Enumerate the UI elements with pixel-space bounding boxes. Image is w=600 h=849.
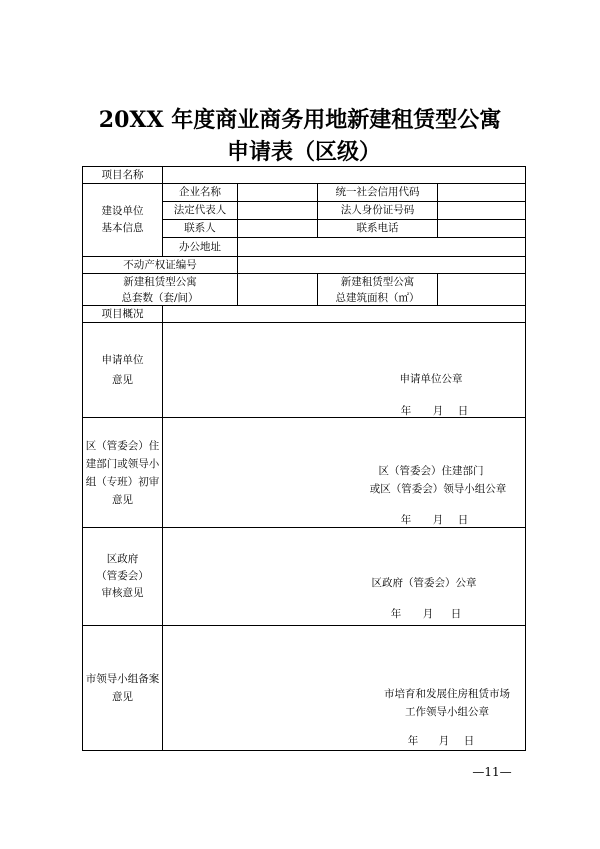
office-address-label-text: 办公地址 [179,240,221,253]
applicant-opinion-label [82,322,163,418]
total-units-label-line: 新建租赁型公寓 [123,275,197,288]
district-government-opinion-area [162,527,526,626]
property-cert-value [237,256,526,274]
date-month-label: 月 [432,514,444,526]
project-overview-value [162,305,526,323]
legal-rep-id-value [437,201,526,220]
opinion-label-line: 区政府 [106,553,139,565]
opinion-label-line: 意见 [112,493,133,506]
legal-rep-id-label-text: 法人身份证号码 [340,204,415,216]
date-year-label: 年 [400,405,412,417]
city-leading-group-stamp-text: 市培育和发展住房租赁市场 [384,688,510,700]
city-leading-group-stamp-text: 工作领导小组公章 [405,706,489,718]
date-month-label: 月 [432,405,444,417]
opinion-label-line: 建部门或领导小 [85,457,160,470]
date-month-label: 月 [438,735,450,747]
credit-code-label-text: 统一社会信用代码 [335,186,420,198]
opinion-label-line: 区（管委会）住 [85,439,160,452]
date-year-label: 年 [400,514,412,526]
district-housing-stamp-text: 区（管委会）住建部门 [378,465,484,477]
contact-label-text: 联系人 [184,222,216,234]
property-cert-label [82,256,238,274]
total-area-value [437,273,526,306]
district-housing-opinion-area [162,417,526,528]
phone-value [437,219,526,238]
phone-label [317,219,438,238]
date-year-label: 年 [407,735,419,747]
project-name-value [162,166,526,184]
date-day-label: 日 [463,735,475,747]
contact-value [237,219,318,238]
company-name-label [162,183,238,202]
property-cert-label-text: 不动产权证编号 [123,258,197,271]
legal-rep-label-text: 法定代表人 [173,204,227,216]
legal-rep-value [237,201,318,220]
project-name-label [82,166,163,184]
district-government-opinion-label [82,527,163,626]
district-housing-stamp-text: 或区（管委会）领导小组公章 [369,483,507,495]
date-day-label: 日 [450,608,462,620]
total-area-label-line: 总建筑面积（㎡） [335,291,420,304]
city-leading-group-opinion-label [82,625,163,751]
total-area-label-line: 新建租赁型公寓 [340,275,415,288]
opinion-label-line: 申请单位 [101,354,144,366]
legal-rep-id-label [317,201,438,220]
office-address-value [237,237,526,257]
company-name-value [237,183,318,202]
form-title-line-1: 20XX 年度商业商务用地新建租赁型公寓 [98,107,502,133]
opinion-label-line: 意见 [112,691,133,703]
district-housing-opinion-label [82,417,163,528]
opinion-label-line: 意见 [112,374,133,386]
opinion-label-line: 市领导小组备案 [85,673,160,685]
opinion-label-line: 审核意见 [101,587,144,599]
project-name-label-text: 项目名称 [101,168,144,181]
credit-code-label [317,183,438,202]
phone-label-text: 联系电话 [356,222,399,234]
applicant-opinion-area [162,322,526,418]
form-title-line-2: 申请表（区级） [226,139,381,165]
contact-label [162,219,238,238]
total-units-label-line: 总套数（套/间） [121,291,199,304]
date-day-label: 日 [457,514,469,526]
project-overview-label-text: 项目概况 [101,307,144,320]
builder-info-label-line: 建设单位 [101,205,144,217]
project-overview-label [82,305,163,323]
page-number: —11— [472,765,512,779]
applicant-stamp-text: 申请单位公章 [399,373,463,385]
date-year-label: 年 [390,608,402,620]
city-leading-group-opinion-area [162,625,526,751]
total-area-label [317,273,438,306]
district-government-stamp-text: 区政府（管委会）公章 [371,577,477,589]
opinion-label-line: （管委会） [96,570,149,582]
credit-code-value [437,183,526,202]
company-name-label-text: 企业名称 [179,186,221,198]
date-month-label: 月 [422,608,434,620]
legal-rep-label [162,201,238,220]
opinion-label-line: 组（专班）初审 [85,475,160,488]
builder-info-label-line: 基本信息 [101,222,144,234]
total-units-label [82,273,238,306]
office-address-label [162,237,238,257]
builder-info-group-label [82,183,163,257]
date-day-label: 日 [457,405,469,417]
total-units-value [237,273,318,306]
